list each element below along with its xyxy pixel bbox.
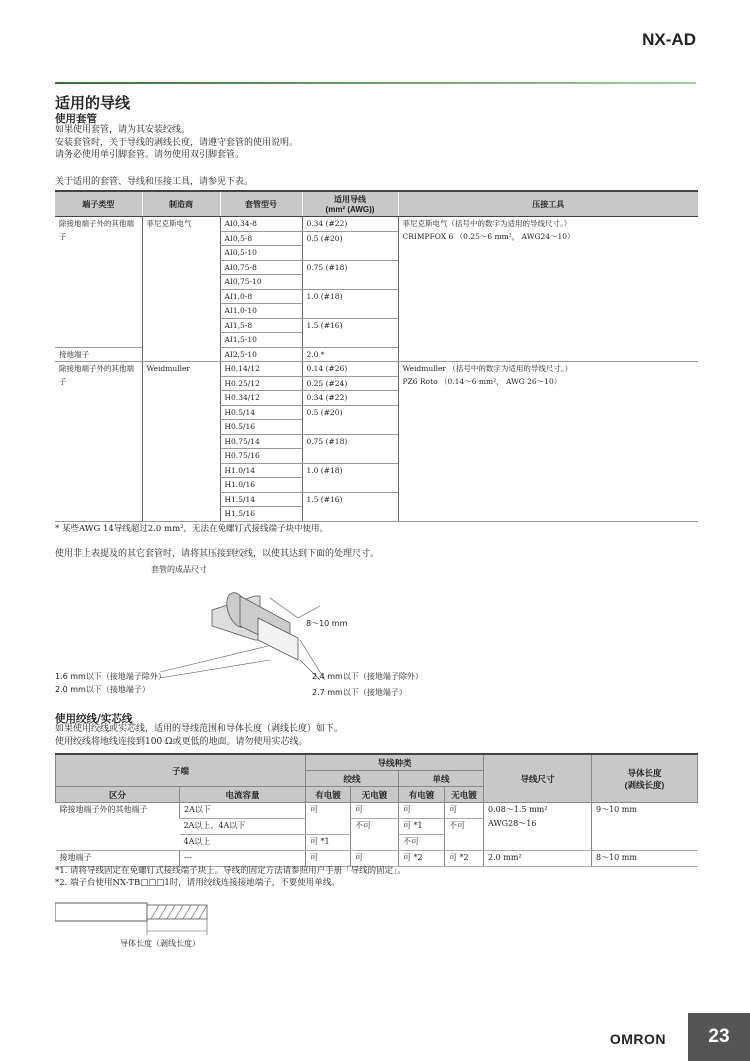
table-cell-c4: 可 bbox=[445, 803, 484, 819]
table-cell-type: 除接地端子外的其他端子 bbox=[55, 362, 142, 522]
header-class: 区分 bbox=[56, 787, 180, 803]
table-cell-cur: 2A以上、4A以下 bbox=[180, 819, 306, 835]
section-title: 适用的导线 bbox=[55, 94, 131, 112]
ferrule-dim-label: 1.6 mm以下（接地端子除外） bbox=[55, 672, 166, 681]
ferrule-table-header bbox=[55, 191, 698, 217]
table-cell-len: 8～10 mm bbox=[592, 851, 698, 867]
table-cell-model: AI0,34-8 bbox=[220, 217, 302, 232]
table-cell-cur: --- bbox=[180, 851, 306, 867]
header-wire-type: 导线种类 bbox=[306, 754, 484, 771]
header-plated: 有电镀 bbox=[306, 787, 351, 803]
table-cell-c2: 可 bbox=[351, 803, 399, 819]
table-cell-model: H0.34/12 bbox=[220, 391, 302, 406]
table-cell-c2: 可 bbox=[351, 851, 399, 867]
stranded-table bbox=[55, 753, 698, 867]
table-cell-model: H0.5/16 bbox=[220, 420, 302, 435]
table-cell-tool: Weidmuller （括号中的数字为适用的导线尺寸。） PZ6 Roto （0.14～6 mm²， AWG 26～10） bbox=[398, 362, 698, 522]
table-cell-model: H0.14/12 bbox=[220, 362, 302, 377]
header-conductor-length: 导体长度 (剥线长度) bbox=[592, 754, 698, 803]
table-cell-c4: 不可 bbox=[445, 819, 484, 851]
table-cell-wire: 2.0 * bbox=[302, 347, 398, 362]
table-cell-wire: 0.5 (#20) bbox=[302, 231, 398, 260]
table-cell-wire: 1.5 (#16) bbox=[302, 492, 398, 521]
text-line: 使用绞线将地线连接到100 Ω或更低的地面。请勿使用实芯线。 bbox=[55, 736, 308, 747]
stripped-wire-diagram bbox=[55, 893, 225, 938]
table-cell-model: H1.0/16 bbox=[220, 478, 302, 493]
table-cell-model: AI2,5-10 bbox=[220, 347, 302, 362]
header-unplated: 无电镀 bbox=[351, 787, 399, 803]
table-cell-model: H1.0/14 bbox=[220, 463, 302, 478]
table-cell-c4: 可 *2 bbox=[445, 851, 484, 867]
stranded-heading: 使用绞线/实芯线 bbox=[55, 713, 133, 725]
table-cell-wire: 0.75 (#18) bbox=[302, 260, 398, 289]
table-cell-model: H0.75/14 bbox=[220, 434, 302, 449]
ferrule-dim-label: 2.7 mm以下（接地端子） bbox=[312, 688, 407, 697]
table-cell-model: H0.75/16 bbox=[220, 449, 302, 464]
table-cell-c3: 可 *2 bbox=[399, 851, 445, 867]
table-header-cell: 适用导线 (mm² (AWG)) bbox=[302, 191, 398, 217]
table-cell-cls: 接地端子 bbox=[56, 851, 180, 867]
table-cell-model: H1.5/16 bbox=[220, 507, 302, 522]
table-cell-model: AI1,0-10 bbox=[220, 304, 302, 319]
header-stranded: 绞线 bbox=[306, 771, 399, 787]
ferrule-dim-label: 2.0 mm以下（接地端子） bbox=[55, 685, 150, 694]
text-line: 如果使用套管，请为其安装绞线。 bbox=[55, 125, 191, 135]
ferrule-figure-title: 套管的成品尺寸 bbox=[151, 565, 207, 574]
ferrule-heading: 使用套管 bbox=[55, 113, 97, 125]
text-line: 安装套管时，关于导线的剥线长度，请遵守套管的使用说明。 bbox=[55, 137, 299, 148]
header-current: 电流容量 bbox=[180, 787, 306, 803]
ferrule-ref-note: 关于适用的套管、导线和压接工具，请参见下表。 bbox=[55, 177, 254, 187]
table-cell-wire: 1.5 (#16) bbox=[302, 318, 398, 347]
table-header-cell: 端子类型 bbox=[55, 191, 142, 217]
table-cell-c3: 不可 bbox=[399, 835, 445, 851]
table-row bbox=[56, 803, 698, 819]
ferrule-footnote: * 某些AWG 14导线超过2.0 mm²，无法在免螺钉式接线端子块中使用。 bbox=[55, 524, 329, 534]
table-cell-type: 接地端子 bbox=[55, 347, 142, 362]
text-line: *2. 端子台使用NX-TB□□□1时，请用绞线连接接地端子，不要使用单线。 bbox=[55, 878, 340, 888]
header-plated: 有电镀 bbox=[399, 787, 445, 803]
table-cell-model: AI1,5-8 bbox=[220, 318, 302, 333]
header-unplated: 无电镀 bbox=[445, 787, 484, 803]
table-cell-c3: 可 *1 bbox=[399, 819, 445, 835]
table-header-cell: 制造商 bbox=[142, 191, 220, 217]
table-row bbox=[55, 362, 698, 377]
table-cell-tool: 菲尼克斯电气（括号中的数字为适用的导线尺寸。） CRIMPFOX 6 （0.25～6 mm²， AWG24～10） bbox=[398, 217, 698, 362]
table-cell-wire: 1.0 (#18) bbox=[302, 463, 398, 492]
table-cell-model: AI0,75-10 bbox=[220, 275, 302, 290]
table-header-cell: 压接工具 bbox=[398, 191, 698, 217]
ferrule-dim-label: 2.4 mm以下（接地端子除外） bbox=[312, 672, 423, 681]
table-cell-model: AI0,5-8 bbox=[220, 231, 302, 246]
table-cell-model: H1.5/14 bbox=[220, 492, 302, 507]
table-cell-model: H0.25/12 bbox=[220, 376, 302, 391]
table-row bbox=[55, 217, 698, 232]
header-terminal: 子端 bbox=[56, 754, 306, 787]
table-cell-model: H0.5/14 bbox=[220, 405, 302, 420]
text-line: 请务必使用单引脚套管。请勿使用双引脚套管。 bbox=[55, 150, 245, 160]
table-cell-model: AI1,5-10 bbox=[220, 333, 302, 348]
ferrule-length-label: 8～10 mm bbox=[306, 619, 348, 628]
stranded-intro bbox=[55, 723, 343, 748]
table-cell-cur: 2A以下 bbox=[180, 803, 306, 819]
table-cell-wire: 0.34 (#22) bbox=[302, 391, 398, 406]
table-header-cell: 套管型号 bbox=[220, 191, 302, 217]
table-cell-c3: 可 bbox=[399, 803, 445, 819]
table-cell-wire: 0.25 (#24) bbox=[302, 376, 398, 391]
table-cell-model: AI0,75-8 bbox=[220, 260, 302, 275]
model-name: NX-AD bbox=[642, 30, 696, 49]
table-cell-wire: 0.14 (#26) bbox=[302, 362, 398, 377]
table-cell-maker: 菲尼克斯电气 bbox=[142, 217, 220, 362]
table-cell-cls: 除接地端子外的其他端子 bbox=[56, 803, 180, 851]
table-cell-wire: 0.5 (#20) bbox=[302, 405, 398, 434]
table-cell-wire: 0.34 (#22) bbox=[302, 217, 398, 232]
table-cell-wire: 1.0 (#18) bbox=[302, 289, 398, 318]
header-wire-size: 导线尺寸 bbox=[484, 754, 592, 803]
omron-logo: OMRON bbox=[609, 1031, 666, 1047]
table-cell-c1: 可 bbox=[306, 803, 351, 835]
table-cell-type: 除接地端子外的其他端子 bbox=[55, 217, 142, 348]
ferrule-other-note: 使用非上表提及的其它套管时，请将其压接到绞线，以使其达到下面的处理尺寸。 bbox=[55, 549, 380, 559]
header-rule bbox=[55, 82, 696, 84]
text-line: 如果使用绞线或实芯线，适用的导线范围和导体长度（剥线长度）如下。 bbox=[55, 724, 344, 734]
page-number: 23 bbox=[688, 1013, 750, 1061]
table-cell-c1: 可 *1 bbox=[306, 835, 351, 851]
table-cell-size: 0.08～1.5 mm² AWG28～16 bbox=[484, 803, 592, 851]
conductor-length-label: 导体长度（剥线长度） bbox=[120, 939, 200, 948]
table-cell-c1: 可 bbox=[306, 851, 351, 867]
table-cell-maker: Weidmuller bbox=[142, 362, 220, 522]
text-line: *1. 请将导线固定在免螺钉式接线端子块上。导线的固定方法请参照用户手册「导线的固定」。 bbox=[55, 866, 406, 876]
table-cell-len: 9～10 mm bbox=[592, 803, 698, 851]
ferrule-intro bbox=[55, 124, 298, 162]
table-cell-cur: 4A以上 bbox=[180, 835, 306, 851]
header-solid: 单线 bbox=[399, 771, 484, 787]
table-cell-model: AI1,0-8 bbox=[220, 289, 302, 304]
stranded-notes bbox=[55, 865, 406, 889]
table-cell-size: 2.0 mm² bbox=[484, 851, 592, 867]
table-cell-wire: 0.75 (#18) bbox=[302, 434, 398, 463]
table-cell-c2: 不可 bbox=[351, 819, 399, 851]
table-cell-model: AI0,5-10 bbox=[220, 246, 302, 261]
ferrule-table bbox=[55, 190, 698, 522]
